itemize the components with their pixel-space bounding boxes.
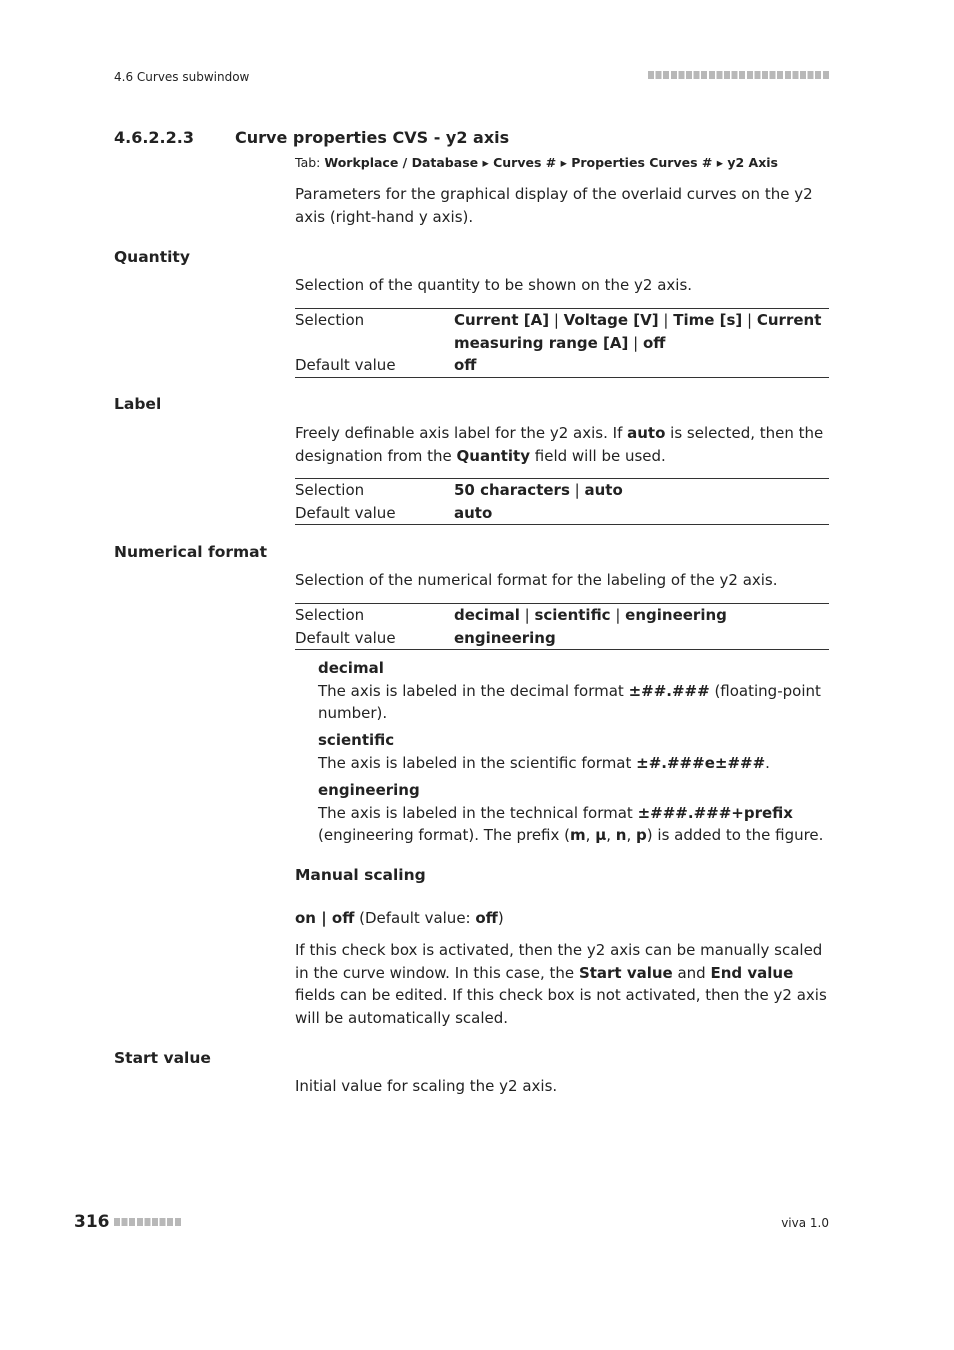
- running-header: 4.6 Curves subwindow: [114, 70, 250, 84]
- section-intro: Parameters for the graphical display of the overlaid curves on the y2 axis (right-hand y axis).: [295, 185, 813, 226]
- manual-scaling-description: If this check box is activated, then the y2 axis can be manually scaled in the curve window. In this case, the Start value and End value fields can be edited. If this check box is not activated, then the y2 axis will be automatically scaled.: [295, 941, 827, 1027]
- quantity-description: Selection of the quantity to be shown on the y2 axis.: [295, 276, 693, 294]
- term-scientific: [318, 729, 829, 774]
- option: Time [s]: [673, 311, 743, 329]
- tab-prefix: Tab:: [295, 155, 321, 170]
- quantity-selection-row: [295, 309, 829, 354]
- term-title: scientific: [318, 731, 395, 749]
- term-title: decimal: [318, 659, 384, 677]
- selection-label: Selection: [295, 481, 365, 499]
- numformat-heading: Numerical format: [114, 543, 268, 561]
- default-value: engineering: [454, 628, 556, 647]
- numformat-table: [295, 603, 829, 650]
- label-selection-row: [295, 479, 829, 502]
- quantity-options: Current [A] | Voltage [V] | Time [s] | Current measuring range [A] | off: [454, 311, 822, 352]
- numformat-options: decimal | scientific | engineering: [454, 606, 727, 624]
- label-description: Freely definable axis label for the y2 axis. If auto is selected, then the designation from the Quantity field will be used.: [295, 424, 824, 465]
- numformat-default-row: [295, 627, 829, 650]
- header-decoration: [648, 71, 830, 79]
- default-value: off: [454, 356, 477, 374]
- tab-path-value: Workplace / Database ▸ Curves # ▸ Properties Curves # ▸ y2 Axis: [324, 155, 778, 170]
- manual-scaling-values: on | off (Default value: off): [295, 909, 504, 927]
- default-label: Default value: [295, 628, 396, 647]
- option: Current [A]: [454, 311, 550, 329]
- term-description: The axis is labeled in the scientific format ±#.###e±###.: [318, 753, 770, 772]
- section-number: 4.6.2.2.3: [114, 128, 194, 147]
- default-label: Default value: [295, 356, 396, 374]
- tab-path: [295, 155, 778, 170]
- default-label: Default value: [295, 503, 396, 522]
- label-table: [295, 478, 829, 525]
- term-description: The axis is labeled in the technical format ±###.###+prefix (engineering format). The prefix (m, µ, n, p) is added to the figure.: [318, 803, 824, 844]
- product-version: viva 1.0: [781, 1216, 829, 1230]
- label-default-row: [295, 502, 829, 525]
- term-title: engineering: [318, 781, 420, 799]
- default-value: auto: [454, 503, 493, 522]
- selection-label: Selection: [295, 606, 365, 624]
- footer-decoration: [114, 1218, 182, 1226]
- label-heading: Label: [114, 395, 162, 413]
- term-decimal: [318, 657, 829, 725]
- term-description: The axis is labeled in the decimal format ±##.### (floating-point number).: [318, 681, 821, 722]
- option: Voltage [V]: [563, 311, 659, 329]
- label-options: 50 characters | auto: [454, 481, 623, 499]
- start-value-heading: Start value: [114, 1049, 211, 1067]
- section-title: Curve properties CVS - y2 axis: [235, 128, 510, 147]
- term-engineering: [318, 779, 829, 847]
- quantity-heading: Quantity: [114, 248, 190, 266]
- quantity-default-row: [295, 354, 829, 377]
- page-number: 316: [74, 1212, 110, 1232]
- start-value-description: Initial value for scaling the y2 axis.: [295, 1077, 558, 1095]
- numformat-selection-row: [295, 604, 829, 627]
- numformat-description: Selection of the numerical format for the labeling of the y2 axis.: [295, 571, 778, 589]
- selection-label: Selection: [295, 311, 365, 329]
- quantity-table: [295, 308, 829, 378]
- option: off: [642, 333, 666, 352]
- manual-scaling-heading: Manual scaling: [295, 866, 426, 884]
- option: Current measuring range [A]: [454, 311, 822, 352]
